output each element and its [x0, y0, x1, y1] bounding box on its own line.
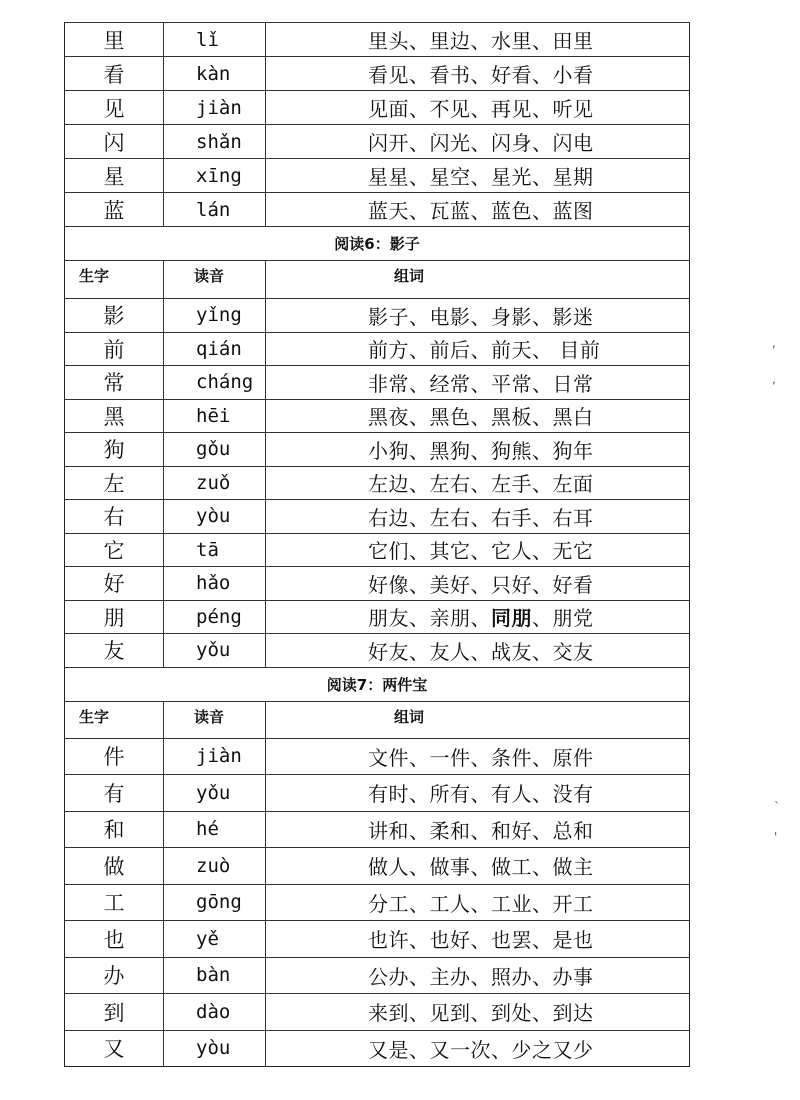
char-cell: 闪: [65, 125, 164, 159]
section-title: 阅读7：两件宝: [65, 667, 690, 701]
char-cell: 黑: [65, 399, 164, 433]
words-cell: 左边、左右、左手、左面: [266, 466, 690, 500]
words-cell: 里头、里边、水里、田里: [266, 23, 690, 57]
pinyin-cell: shǎn: [164, 125, 266, 159]
words-cell: 来到、见到、到处、到达: [266, 994, 690, 1031]
table-row: [65, 91, 690, 125]
char-cell: 里: [65, 23, 164, 57]
words-cell: 有时、所有、有人、没有: [266, 775, 690, 812]
words-cell: 右边、左右、右手、右耳: [266, 500, 690, 534]
words-cell: 又是、又一次、少之又少: [266, 1030, 690, 1067]
words-cell: 星星、星空、星光、星期: [266, 159, 690, 193]
header-char: 生字: [65, 261, 164, 299]
table-row: [65, 299, 690, 333]
char-cell: 看: [65, 57, 164, 91]
char-cell: 又: [65, 1030, 164, 1067]
table-row: [65, 366, 690, 400]
pinyin-cell: bàn: [164, 957, 266, 994]
words-cell: 文件、一件、条件、原件: [266, 738, 690, 775]
table-row: [65, 466, 690, 500]
bold-word: 同朋: [491, 606, 532, 631]
char-cell: 星: [65, 159, 164, 193]
words-cell: 分工、工人、工业、开工: [266, 884, 690, 921]
section-title-row: [65, 227, 690, 261]
pinyin-cell: xīng: [164, 159, 266, 193]
char-cell: 好: [65, 567, 164, 601]
table-row: [65, 332, 690, 366]
table-row: [65, 193, 690, 227]
pinyin-cell: yòu: [164, 500, 266, 534]
pinyin-cell: lán: [164, 193, 266, 227]
scan-speck: ,: [772, 372, 776, 386]
char-cell: 做: [65, 848, 164, 885]
char-cell: 蓝: [65, 193, 164, 227]
words-cell: 影子、电影、身影、影迷: [266, 299, 690, 333]
char-cell: 到: [65, 994, 164, 1031]
pinyin-cell: yǒu: [164, 634, 266, 668]
pinyin-cell: tā: [164, 533, 266, 567]
table-row: [65, 600, 690, 634]
table-row: [65, 634, 690, 668]
table-row: [65, 433, 690, 467]
scan-speck: ,: [772, 336, 776, 350]
char-cell: 有: [65, 775, 164, 812]
char-cell: 右: [65, 500, 164, 534]
table-row: [65, 125, 690, 159]
words-cell: 小狗、黑狗、狗熊、狗年: [266, 433, 690, 467]
pinyin-cell: yǒu: [164, 775, 266, 812]
words-cell: 它们、其它、它人、无它: [266, 533, 690, 567]
char-cell: 友: [65, 634, 164, 668]
vocabulary-table: [64, 22, 690, 1067]
pinyin-cell: cháng: [164, 366, 266, 400]
words-cell: 讲和、柔和、和好、总和: [266, 811, 690, 848]
words-cell: 见面、不见、再见、听见: [266, 91, 690, 125]
vocabulary-sheet: [64, 22, 690, 1067]
pinyin-cell: kàn: [164, 57, 266, 91]
char-cell: 办: [65, 957, 164, 994]
pinyin-cell: hé: [164, 811, 266, 848]
pinyin-cell: qián: [164, 332, 266, 366]
char-cell: 见: [65, 91, 164, 125]
table-row: [65, 567, 690, 601]
table-row: [65, 921, 690, 958]
section-title-row: [65, 667, 690, 701]
char-cell: 它: [65, 533, 164, 567]
header-char: 生字: [65, 701, 164, 738]
char-cell: 件: [65, 738, 164, 775]
pinyin-cell: péng: [164, 600, 266, 634]
char-cell: 左: [65, 466, 164, 500]
scan-speck: ': [774, 830, 778, 844]
words-text: 朋友、亲朋、: [368, 606, 491, 631]
header-words: 组词: [266, 701, 690, 738]
pinyin-cell: jiàn: [164, 738, 266, 775]
scan-speck: `: [774, 800, 780, 814]
words-text: 、朋党: [532, 606, 594, 631]
pinyin-cell: lǐ: [164, 23, 266, 57]
table-row: [65, 23, 690, 57]
char-cell: 工: [65, 884, 164, 921]
table-row: [65, 159, 690, 193]
words-cell: 公办、主办、照办、办事: [266, 957, 690, 994]
header-words: 组词: [266, 261, 690, 299]
section-title: 阅读6：影子: [65, 227, 690, 261]
char-cell: 和: [65, 811, 164, 848]
header-pinyin: 读音: [164, 261, 266, 299]
pinyin-cell: gǒu: [164, 433, 266, 467]
table-row: [65, 533, 690, 567]
pinyin-cell: gōng: [164, 884, 266, 921]
words-cell: [266, 600, 690, 634]
words-cell: 闪开、闪光、闪身、闪电: [266, 125, 690, 159]
words-cell: 非常、经常、平常、日常: [266, 366, 690, 400]
words-cell: 蓝天、瓦蓝、蓝色、蓝图: [266, 193, 690, 227]
words-cell: 黑夜、黑色、黑板、黑白: [266, 399, 690, 433]
char-cell: 影: [65, 299, 164, 333]
pinyin-cell: yǐng: [164, 299, 266, 333]
header-row: [65, 701, 690, 738]
table-row: [65, 957, 690, 994]
char-cell: 朋: [65, 600, 164, 634]
table-row: [65, 884, 690, 921]
char-cell: 狗: [65, 433, 164, 467]
words-cell: 也许、也好、也罢、是也: [266, 921, 690, 958]
header-pinyin: 读音: [164, 701, 266, 738]
table-row: [65, 57, 690, 91]
pinyin-cell: yě: [164, 921, 266, 958]
pinyin-cell: zuǒ: [164, 466, 266, 500]
pinyin-cell: hēi: [164, 399, 266, 433]
words-cell: 好像、美好、只好、好看: [266, 567, 690, 601]
words-cell: 好友、友人、战友、交友: [266, 634, 690, 668]
table-row: [65, 994, 690, 1031]
char-cell: 常: [65, 366, 164, 400]
table-row: [65, 738, 690, 775]
pinyin-cell: zuò: [164, 848, 266, 885]
char-cell: 前: [65, 332, 164, 366]
pinyin-cell: yòu: [164, 1030, 266, 1067]
pinyin-cell: dào: [164, 994, 266, 1031]
table-row: [65, 775, 690, 812]
words-cell: 看见、看书、好看、小看: [266, 57, 690, 91]
table-row: [65, 500, 690, 534]
pinyin-cell: hǎo: [164, 567, 266, 601]
words-cell: 做人、做事、做工、做主: [266, 848, 690, 885]
header-row: [65, 261, 690, 299]
words-cell: 前方、前后、前天、 目前: [266, 332, 690, 366]
table-row: [65, 1030, 690, 1067]
table-row: [65, 848, 690, 885]
pinyin-cell: jiàn: [164, 91, 266, 125]
table-row: [65, 399, 690, 433]
table-row: [65, 811, 690, 848]
char-cell: 也: [65, 921, 164, 958]
